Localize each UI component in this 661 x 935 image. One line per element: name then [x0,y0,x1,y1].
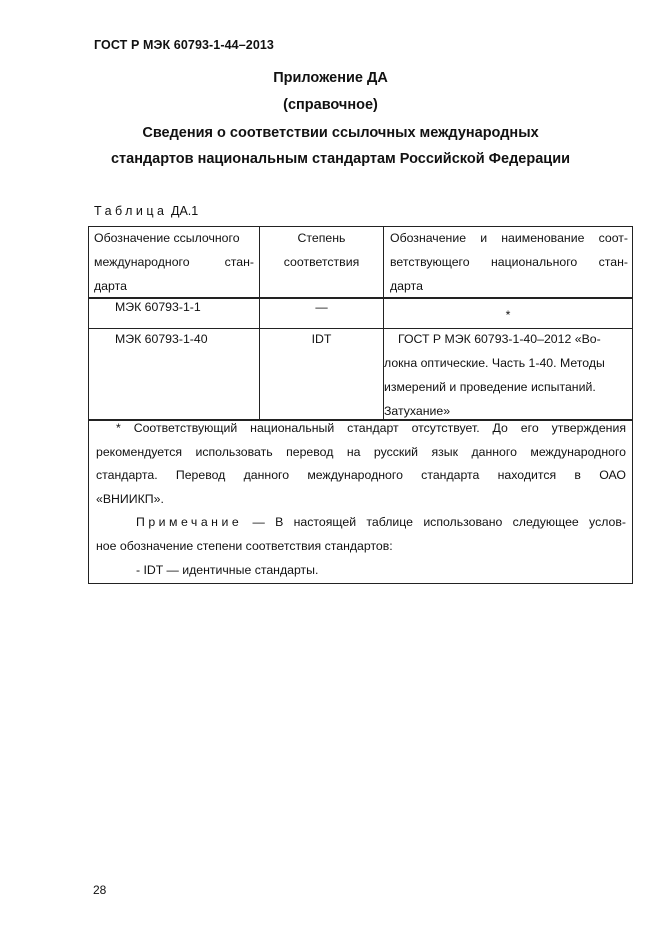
row-2-national-line: измерений и проведение испытаний. [384,380,596,394]
table-footnote [96,417,626,582]
footnote-star-line: «ВНИИКП». [96,491,164,506]
header-degree-line: Степень [297,231,346,245]
table-caption-number: ДА.1 [171,204,199,218]
table-caption [94,204,198,218]
row-1-degree: — [315,300,328,314]
header-reference-standard [94,226,254,298]
page-number: 28 [93,883,107,897]
row-1-national: * [505,308,511,322]
table-caption-word: Таблица [94,204,168,218]
header-degree [260,226,383,274]
note-word: Примечание [136,515,243,530]
header-degree-line: соответствия [283,255,360,269]
row-2-national-line: Затухание» [384,404,451,418]
row-2-national [384,327,628,423]
footnote-star-line: * Соответствующий национальный стандарт отсутствует. До его утверждения [116,421,626,435]
annex-status: (справочное) [283,97,378,113]
annex-caption-line-2: стандартов национальным стандартам Российской Федерации [110,151,571,167]
header-national-line: дарта [390,279,423,293]
annex-caption-line-1: Сведения о соответствии ссылочных международных [142,125,539,141]
header-reference-line: Обозначение ссылочного [94,231,240,245]
row-2-national-line: локна оптические. Часть 1-40. Методы [384,356,605,370]
header-national-line: Обозначение и наименование соот- [390,231,628,245]
annex-title: Приложение ДА [273,70,388,86]
note-line [96,511,626,535]
note-text: — В настоящей таблице использовано следующее услов- [242,515,626,530]
header-reference-line: дарта [94,279,127,293]
header-national-standard [390,226,628,298]
row-2-reference: МЭК 60793-1-40 [115,332,208,346]
note-legend: - IDT — идентичные стандарты. [136,562,319,577]
header-national-line: ветствующего национального стан- [390,255,628,269]
row-1-reference: МЭК 60793-1-1 [115,300,201,314]
footnote-star-line: стандарта. Перевод данного международного стандарта находится в ОАО [96,468,626,483]
row-2-degree: IDT [311,332,332,346]
note-line: ное обозначение степени соответствия стандартов: [96,538,393,553]
document-header: ГОСТ Р МЭК 60793-1-44–2013 [94,38,274,52]
header-reference-line: международного стан- [94,255,254,269]
row-2-national-line: ГОСТ Р МЭК 60793-1-40–2012 «Во- [398,332,601,346]
footnote-star-line: рекомендуется использовать перевод на русский язык данного международного [96,444,626,459]
